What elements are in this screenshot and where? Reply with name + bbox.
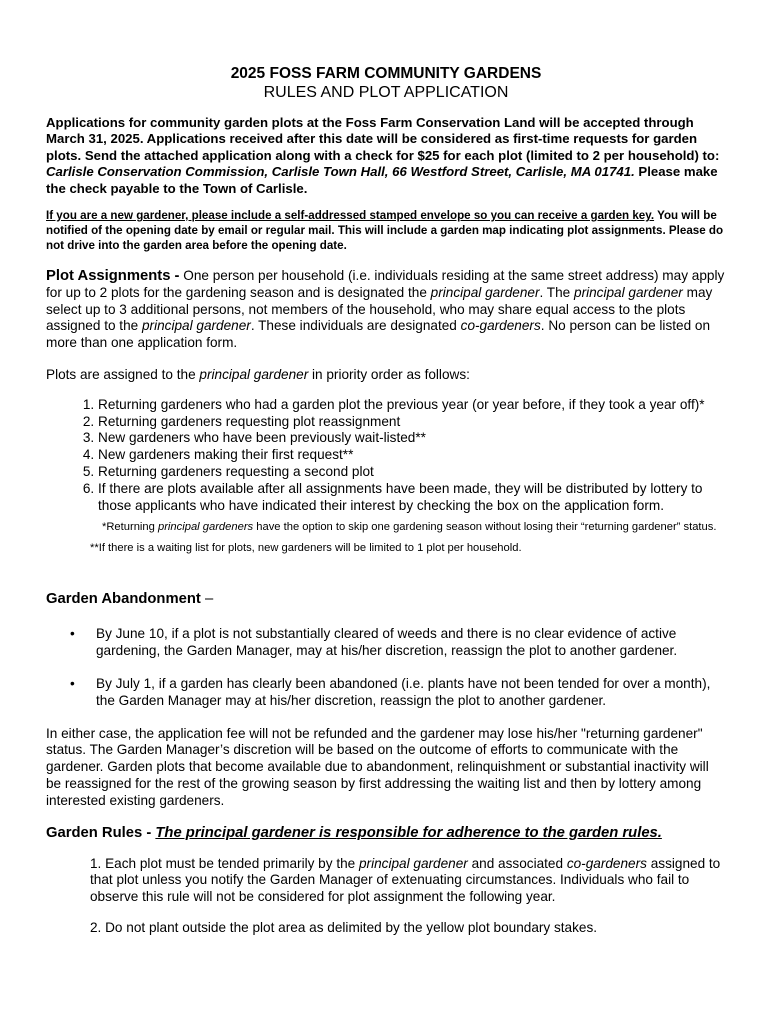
abandonment-heading-text: Garden Abandonment <box>46 591 201 608</box>
intro-paragraph <box>46 115 726 197</box>
list-item: 3. New gardeners who have been previously wait-listed** <box>98 430 726 447</box>
plot-text-1: One person per household (i.e. individuals residing at the same street address) may apply for up to 2 plots for the gardening season and is designated the <box>46 268 725 300</box>
either-case-paragraph: In either case, the application fee will not be refunded and the gardener may lose his/her "returning gardener" status. The Garden Manager’s discretion will be based on the outcome of efforts to communicate with the gardener. Garden plots that become available due to abandonment, relinquishment or substantial inactivity will be reassigned for the rest of the growing season by first addressing the waiting list and then by lottery among interested existing gardeners. <box>46 725 709 808</box>
rule1-c: assigned to that plot unless you notify the Garden Manager of extenuating circumstances. Individuals who fail to observe this rule will not be considered for plot assignment the following year. <box>90 855 721 905</box>
garden-rules-heading <box>46 824 726 842</box>
list-item: 6. If there are plots available after all assignments have been made, they will be distributed by lottery to those applicants who have indicated their interest by checking the box on the application form. <box>98 481 726 515</box>
plot-assignments-heading: Plot Assignments - <box>46 268 180 285</box>
document-page <box>46 64 726 937</box>
term-principal-gardener: principal gardener <box>574 284 683 300</box>
bullet-icon: • <box>70 675 75 691</box>
term-principal-gardeners: principal gardeners <box>157 521 254 534</box>
garden-rules-heading-text: Garden Rules - <box>46 824 152 841</box>
abandonment-item-text: By July 1, if a garden has clearly been abandoned (i.e. plants have not been tended for over a month), the Garden Manager may at his/her discretion, reassign the plot to another gardener. <box>96 675 711 708</box>
abandonment-item-text: By June 10, if a plot is not substantially cleared of weeds and there is no clear evidence of active gardening, the Garden Manager, may at his/her discretion, reassign the plot to another gardener. <box>96 626 678 659</box>
notice-underlined: If you are a new gardener, please include a self-addressed stamped envelope so you can receive a garden key. <box>46 209 655 223</box>
intro-text-a: Applications for community garden plots at the Foss Farm Conservation Land will be accepted through March 31, 2025. Applications received after this date will be considered as first-time requests for garden plots. Send the attached application along with a check for $25 for each plot (limited to 2 per household) to: <box>46 115 720 163</box>
list-item: 1. Returning gardeners who had a garden plot the previous year (or year before, if they took a year off)* <box>98 397 726 414</box>
abandonment-dash: – <box>200 591 214 608</box>
footnote-waiting-list: **If there is a waiting list for plots, new gardeners will be limited to 1 plot per household. <box>90 542 522 555</box>
notice-rest: You will be notified of the opening date by email or regular mail. This will include a garden map indicating plot assignments. Please do not drive into the garden area before the opening date. <box>46 209 724 253</box>
rule1-a: 1. Each plot must be tended primarily by the <box>90 855 359 871</box>
note1-a: *Returning <box>102 521 158 534</box>
list-item: 4. New gardeners making their first request** <box>98 447 726 464</box>
term-co-gardeners: co-gardeners <box>566 855 647 871</box>
list-item <box>46 676 726 710</box>
priority-intro-b: in priority order as follows: <box>308 367 470 383</box>
list-item: 5. Returning gardeners requesting a second plot <box>98 464 726 481</box>
list-item <box>46 626 726 660</box>
intro-text-b: Please make the check payable to the Town of Carlisle. <box>46 164 718 196</box>
term-principal-gardener: principal gardener <box>430 284 540 300</box>
term-principal-gardener: principal gardener <box>141 318 251 334</box>
abandonment-list <box>46 626 726 709</box>
new-gardener-notice <box>46 208 726 253</box>
rule1-b: and associated <box>467 855 567 871</box>
garden-rules-subheading: The principal gardener is responsible for adherence to the garden rules. <box>155 824 662 841</box>
plot-text-2: . The <box>539 284 575 300</box>
priority-intro <box>46 367 726 384</box>
plot-text-3: may select up to 3 additional persons, not members of the household, who may share equal access to the plots assigned to the <box>46 284 713 334</box>
rule-2: 2. Do not plant outside the plot area as delimited by the yellow plot boundary stakes. <box>90 919 598 935</box>
bullet-icon: • <box>70 626 75 642</box>
note1-b: have the option to skip one gardening season without losing their “returning gardener” status. <box>253 521 717 534</box>
list-item: 2. Returning gardeners requesting plot reassignment <box>98 414 726 431</box>
page-subtitle: RULES AND PLOT APPLICATION <box>263 84 509 101</box>
rule-1 <box>90 856 726 906</box>
priority-intro-a: Plots are assigned to the <box>46 367 200 383</box>
term-principal-gardener: principal gardener <box>199 367 309 383</box>
term-principal-gardener: principal gardener <box>359 855 468 871</box>
mailing-address: Carlisle Conservation Commission, Carlisle Town Hall, 66 Westford Street, Carlisle, MA 01741. <box>46 164 635 180</box>
page-title: 2025 FOSS FARM COMMUNITY GARDENS <box>230 65 542 82</box>
plot-text-5: . No person can be listed on more than one application form. <box>46 318 711 351</box>
plot-text-4: . These individuals are designated <box>250 318 461 334</box>
priority-list <box>46 397 726 515</box>
plot-assignments-paragraph <box>46 268 726 352</box>
term-co-gardeners: co-gardeners <box>460 318 541 334</box>
footnote-returning <box>102 520 726 535</box>
abandonment-heading <box>46 590 726 608</box>
